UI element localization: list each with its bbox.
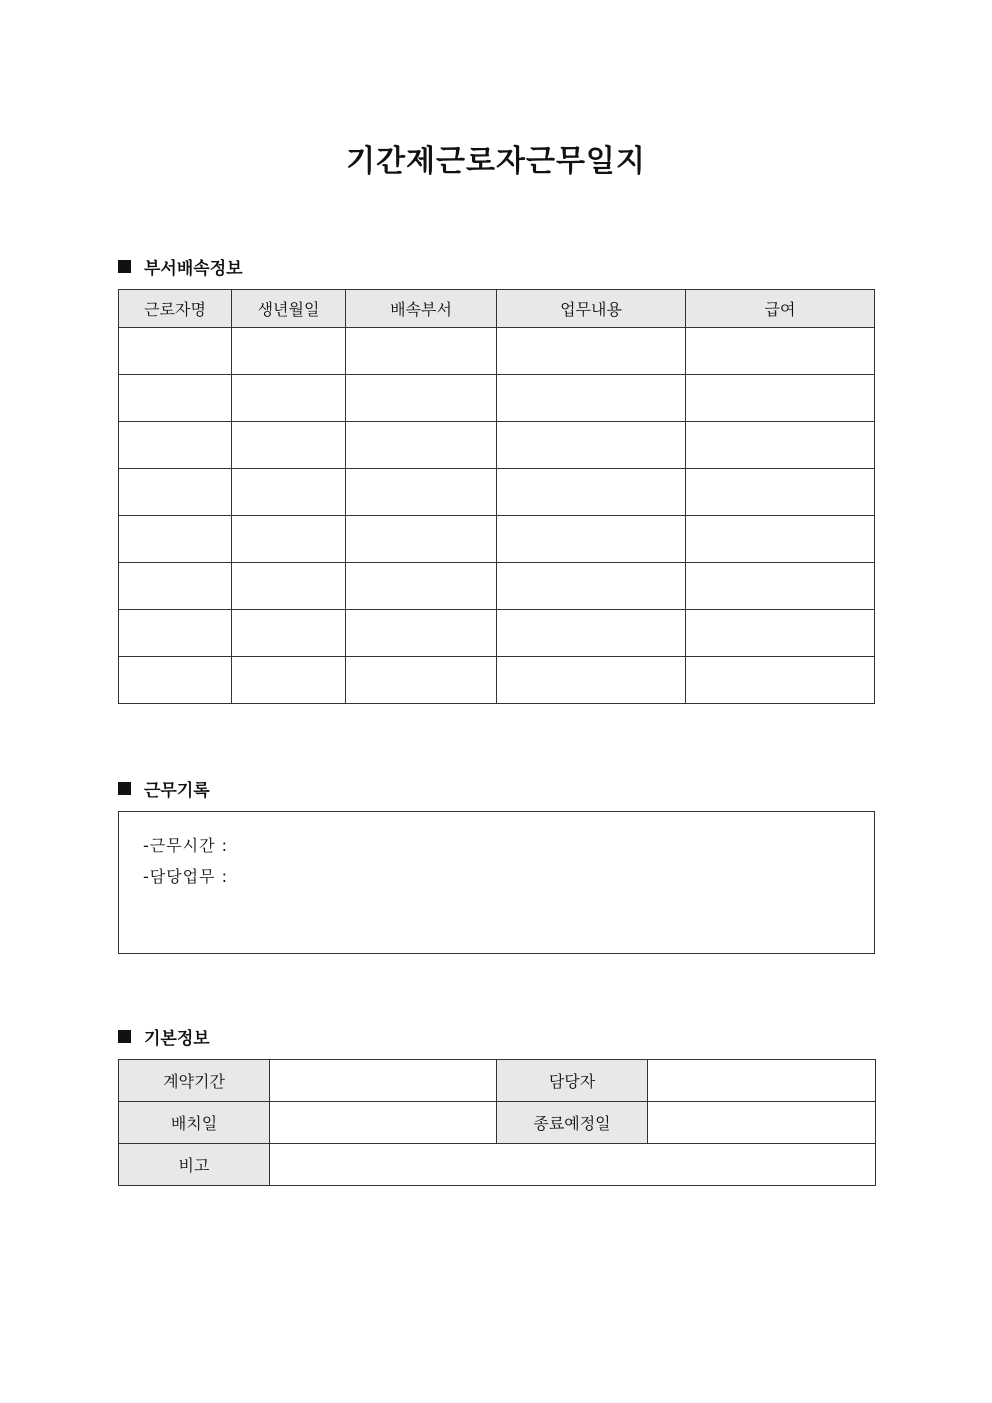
section-label: 부서배속정보 bbox=[144, 259, 243, 279]
dept-assignment-table bbox=[118, 289, 875, 704]
table-cell[interactable] bbox=[119, 657, 232, 704]
table-cell[interactable] bbox=[497, 516, 686, 563]
table-cell[interactable] bbox=[232, 328, 346, 375]
table-cell[interactable] bbox=[497, 375, 686, 422]
table-cell[interactable] bbox=[686, 516, 875, 563]
header-dept: 배속부서 bbox=[346, 290, 497, 328]
table-cell[interactable] bbox=[686, 563, 875, 610]
table-cell[interactable] bbox=[232, 422, 346, 469]
work-record-box[interactable] bbox=[118, 811, 875, 954]
table-cell[interactable] bbox=[346, 328, 497, 375]
table-cell[interactable] bbox=[686, 657, 875, 704]
table-row bbox=[119, 375, 875, 422]
table-cell[interactable] bbox=[497, 328, 686, 375]
table-cell[interactable] bbox=[232, 516, 346, 563]
table-cell[interactable] bbox=[686, 375, 875, 422]
table-cell[interactable] bbox=[119, 422, 232, 469]
table-cell[interactable] bbox=[686, 610, 875, 657]
table-cell[interactable] bbox=[497, 563, 686, 610]
contract-period-label: 계약기간 bbox=[119, 1060, 270, 1102]
table-row bbox=[119, 469, 875, 516]
section-label: 근무기록 bbox=[144, 781, 210, 801]
table-cell[interactable] bbox=[232, 563, 346, 610]
table-cell[interactable] bbox=[346, 610, 497, 657]
table-row bbox=[119, 328, 875, 375]
table-header-row bbox=[119, 290, 875, 328]
end-date-field[interactable] bbox=[648, 1102, 876, 1144]
header-worker-name: 근로자명 bbox=[119, 290, 232, 328]
table-cell[interactable] bbox=[232, 375, 346, 422]
table-cell[interactable] bbox=[119, 469, 232, 516]
square-bullet-icon bbox=[118, 260, 131, 273]
table-cell[interactable] bbox=[119, 516, 232, 563]
table-cell[interactable] bbox=[232, 657, 346, 704]
square-bullet-icon bbox=[118, 1030, 131, 1043]
section-label: 기본정보 bbox=[144, 1029, 210, 1049]
table-cell[interactable] bbox=[497, 469, 686, 516]
manager-label: 담당자 bbox=[497, 1060, 648, 1102]
square-bullet-icon bbox=[118, 782, 131, 795]
table-row bbox=[119, 422, 875, 469]
table-cell[interactable] bbox=[346, 422, 497, 469]
page-title: 기간제근로자근무일지 bbox=[346, 144, 646, 179]
table-cell[interactable] bbox=[232, 469, 346, 516]
table-cell[interactable] bbox=[686, 469, 875, 516]
table-cell[interactable] bbox=[232, 610, 346, 657]
table-cell[interactable] bbox=[119, 563, 232, 610]
table-cell[interactable] bbox=[346, 657, 497, 704]
header-birth-date: 생년월일 bbox=[232, 290, 346, 328]
table-cell[interactable] bbox=[346, 375, 497, 422]
manager-field[interactable] bbox=[648, 1060, 876, 1102]
contract-period-field[interactable] bbox=[270, 1060, 497, 1102]
section-heading-basic bbox=[118, 1024, 210, 1049]
work-hours-label: -근무시간 : bbox=[143, 836, 229, 855]
section-heading-record bbox=[118, 776, 210, 801]
end-date-label: 종료예정일 bbox=[497, 1102, 648, 1144]
table-row bbox=[119, 516, 875, 563]
table-row bbox=[119, 1144, 876, 1186]
table-cell[interactable] bbox=[497, 610, 686, 657]
table-cell[interactable] bbox=[119, 610, 232, 657]
table-cell[interactable] bbox=[119, 375, 232, 422]
duty-label: -담당업무 : bbox=[143, 867, 229, 886]
remarks-label: 비고 bbox=[119, 1144, 270, 1186]
table-cell[interactable] bbox=[119, 328, 232, 375]
table-row bbox=[119, 563, 875, 610]
remarks-field[interactable] bbox=[270, 1144, 876, 1186]
table-cell[interactable] bbox=[346, 469, 497, 516]
table-cell[interactable] bbox=[346, 516, 497, 563]
table-cell[interactable] bbox=[497, 657, 686, 704]
placement-date-field[interactable] bbox=[270, 1102, 497, 1144]
table-row bbox=[119, 1060, 876, 1102]
table-cell[interactable] bbox=[686, 422, 875, 469]
table-row bbox=[119, 1102, 876, 1144]
table-cell[interactable] bbox=[686, 328, 875, 375]
header-salary: 급여 bbox=[686, 290, 875, 328]
table-cell[interactable] bbox=[497, 422, 686, 469]
section-heading-dept bbox=[118, 254, 243, 279]
header-task: 업무내용 bbox=[497, 290, 686, 328]
placement-date-label: 배치일 bbox=[119, 1102, 270, 1144]
table-row bbox=[119, 657, 875, 704]
table-cell[interactable] bbox=[346, 563, 497, 610]
basic-info-table bbox=[118, 1059, 876, 1186]
table-row bbox=[119, 610, 875, 657]
